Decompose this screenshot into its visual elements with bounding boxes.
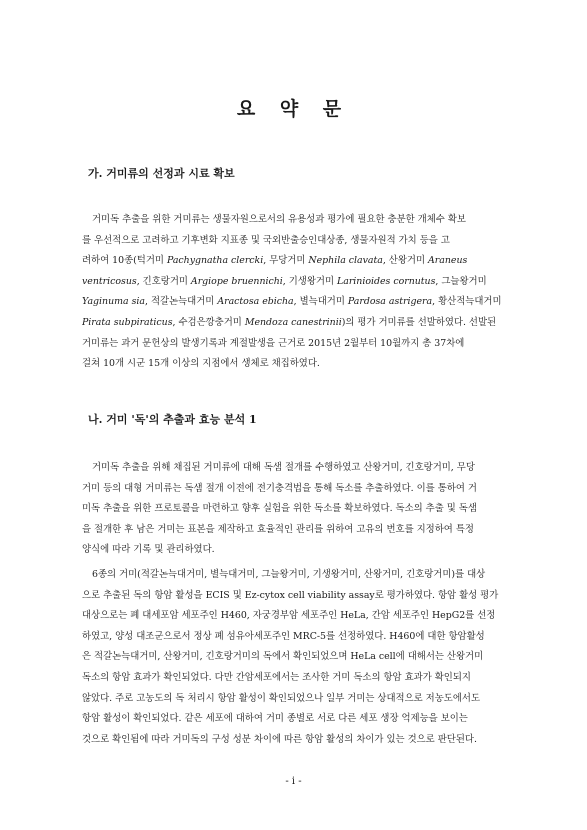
paragraph-line: 거미독 추출을 위해 채집된 거미류에 대해 독샘 절개를 수행하였고 산왕거미, 긴호랑거미, 무당 [92, 462, 475, 473]
paragraph-line: Pirata subpiraticus, 수검은깡충거미 Mendoza canestrinii)의 평가 거미류를 선발하였다. 선발된 [82, 316, 497, 328]
page-title: 요 약 문 [236, 98, 351, 120]
paragraph-line: 을 절개한 후 남은 거미는 표본을 제작하고 효율적인 관리를 위하여 고유의 번호를 지정하여 특정 [82, 523, 474, 535]
paragraph-line: 것으로 확인됨에 따라 거미독의 구성 성분 차이에 따른 항암 활성의 차이가 있는 것으로 판단된다. [82, 733, 477, 745]
paragraph-line: 은 적갈논늑대거미, 산왕거미, 긴호랑거미의 독에서 확인되었으며 HeLa cell에 대해서는 산왕거미 [82, 651, 484, 663]
section-2-paragraph-2 [82, 565, 508, 750]
section-1-paragraph [82, 210, 508, 375]
paragraph-line: ventricosus, 긴호랑거미 Argiope bruennichi, 기생왕거미 Larinioides cornutus, 그늘왕거미 [82, 275, 487, 287]
paragraph-line: 항암 활성이 확인되었다. 같은 세포에 대하여 거미 종별로 서로 다른 세포 생장 억제능을 보이는 [82, 713, 468, 725]
paragraph-line: 거미독 추출을 위한 거미류는 생물자원으로서의 유용성과 평가에 필요한 충분한 개체수 확보 [92, 214, 466, 225]
paragraph-line: 독소의 항암 효과가 확인되었다. 다만 간암세포에서는 조사한 거미 독소의 항암 효과가 확인되지 [82, 671, 471, 683]
paragraph-line: Yaginuma sia, 적갈논늑대거미 Aractosa ebicha, 별늑대거미 Pardosa astrigera, 황산적늑대거미 [82, 296, 502, 308]
paragraph-line: 으로 추출된 독의 항암 활성을 ECIS 및 Ez-cytox cell viability assay로 평가하였다. 항암 활성 평가 [82, 589, 499, 601]
section-heading-2: 나. 거미 '독'의 추출과 효능 분석 1 [88, 413, 257, 426]
paragraph-line: 미독 추출을 위한 프로토콜을 마련하고 향후 실험을 위한 독소를 확보하였다. 독소의 추출 및 독샘 [82, 503, 477, 515]
page-number: - i - [285, 776, 302, 787]
paragraph-line: 양식에 따라 기록 및 관리하였다. [82, 544, 215, 556]
paragraph-line: 대상으로는 폐 대세포암 세포주인 H460, 자궁경부암 세포주인 HeLa, 간암 세포주인 HepG2를 선정 [82, 610, 496, 622]
paragraph-line: 려하여 10종(턱거미 Pachygnatha clercki, 무당거미 Nephila clavata, 산왕거미 Araneus [82, 255, 468, 267]
paragraph-line: 를 우선적으로 고려하고 기후변화 지표종 및 국외반출승인대상종, 생물자원적 가치 등을 고 [82, 234, 450, 246]
paragraph-line: 않았다. 주로 고농도의 독 처리시 항암 활성이 확인되었으나 일부 거미는 상대적으로 저농도에서도 [82, 692, 481, 704]
paragraph-line: 6종의 거미(적갈논늑대거미, 별늑대거미, 그늘왕거미, 기생왕거미, 산왕거미, 긴호랑거미)를 대상 [92, 569, 486, 580]
paragraph-line: 걸쳐 10개 시군 15개 이상의 지점에서 생체로 채집하였다. [82, 358, 320, 370]
section-2-paragraph-1 [82, 458, 508, 561]
section-heading-1: 가. 거미류의 선정과 시료 확보 [88, 167, 235, 180]
paragraph-line: 하였고, 양성 대조군으로서 정상 폐 섬유아세포주인 MRC-5를 선정하였다. H460에 대한 항암활성 [82, 630, 485, 642]
paragraph-line: 거미류는 과거 문헌상의 발생기록과 계절발생을 근거로 2015년 2월부터 10월까지 총 37차에 [82, 337, 465, 349]
paragraph-line: 거미 등의 대형 거미류는 독샘 절개 이전에 전기충격법을 통해 독소를 추출하였다. 이를 통하여 거 [82, 482, 477, 494]
